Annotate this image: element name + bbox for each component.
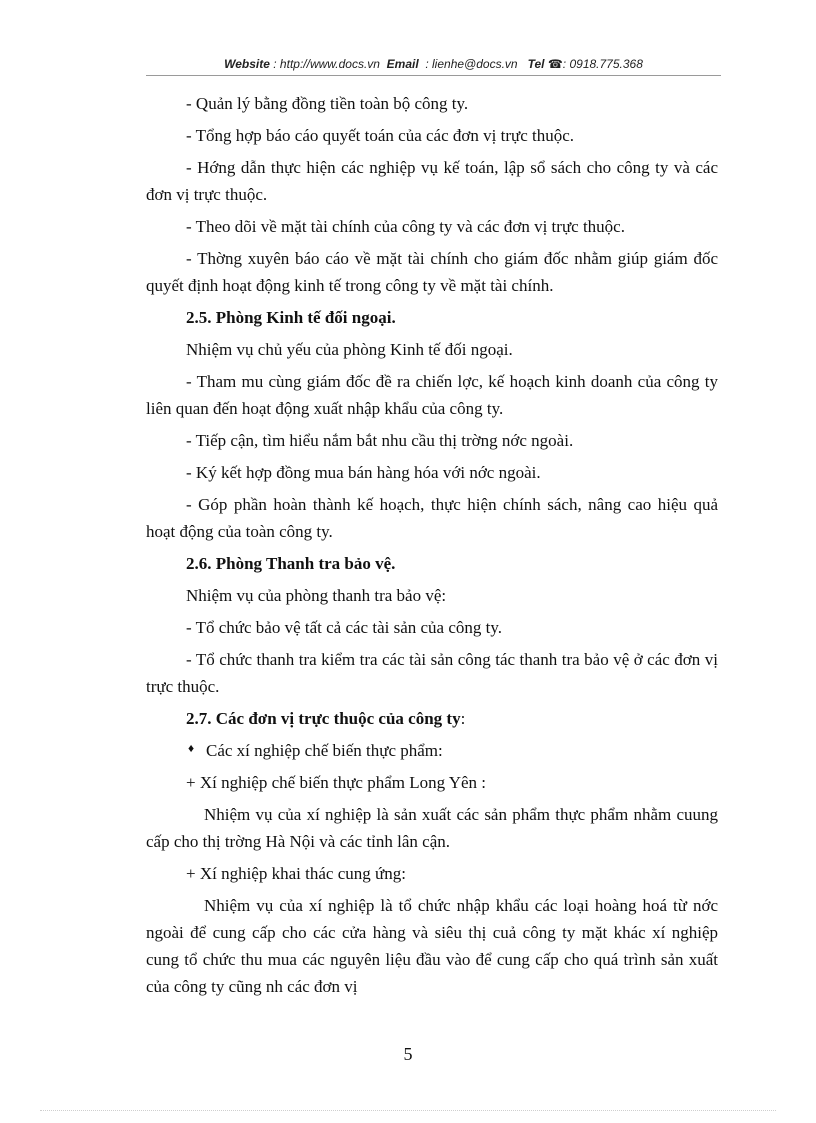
paragraph: Nhiệm vụ của phòng thanh tra bảo vệ: <box>186 586 447 605</box>
footer-divider <box>40 1110 776 1111</box>
paragraph: - Theo dõi về mặt tài chính của công ty và các đơn vị trực thuộc. <box>186 217 625 236</box>
tel-label: Tel <box>527 57 545 71</box>
diamond-bullet-icon: ♦ <box>188 741 195 755</box>
section-heading <box>146 705 718 732</box>
paragraph: Nhiệm vụ của xí nghiệp là sản xuất các sản phẩm thực phẩm nhằm cuung cấp cho thị trờng Hà Nội và các tỉnh lân cận. <box>146 805 718 851</box>
paragraph: - Góp phần hoàn thành kế hoạch, thực hiện chính sách, nâng cao hiệu quả hoạt động của toàn công ty. <box>146 495 718 541</box>
bullet-item <box>146 737 718 764</box>
page-number: 5 <box>403 1044 413 1064</box>
paragraph: + Xí nghiệp khai thác cung ứng: <box>186 864 406 883</box>
paragraph: - Quản lý bằng đồng tiền toàn bộ công ty. <box>186 94 469 113</box>
paragraph: + Xí nghiệp chế biến thực phẩm Long Yên : <box>186 773 487 792</box>
tel-value: : 0918.775.368 <box>562 57 643 71</box>
paragraph: - Tổ chức thanh tra kiểm tra các tài sản công tác thanh tra bảo vệ ở các đơn vị trực thuộc. <box>146 650 718 696</box>
page-header <box>146 54 721 76</box>
header-divider <box>146 75 721 76</box>
paragraph: - Hớng dẫn thực hiện các nghiệp vụ kế toán, lập sổ sách cho công ty và các đơn vị trực thuộc. <box>146 158 718 204</box>
section-heading: 2.6. Phòng Thanh tra bảo vệ. <box>186 554 396 573</box>
paragraph: - Tiếp cận, tìm hiểu nắm bắt nhu cầu thị trờng nớc ngoài. <box>186 431 574 450</box>
website-label: Website <box>224 57 270 71</box>
paragraph: Nhiệm vụ của xí nghiệp là tổ chức nhập khẩu các loại hoàng hoá từ nớc ngoài để cung cấp cho các cửa hàng và siêu thị cuả công ty mặt khác xí nghiệp cung tổ chức thu mua các nguyên liệu đầu vào để cung cấp cho quá trình sản xuất của công ty cũng nh các đơn vị <box>146 896 718 996</box>
section-heading-colon: : <box>460 709 466 728</box>
paragraph: - Tham mu cùng giám đốc đề ra chiến lợc, kế hoạch kinh doanh của công ty liên quan đến hoạt động xuất nhập khẩu của công ty. <box>146 372 718 418</box>
paragraph: - Ký kết hợp đồng mua bán hàng hóa với nớc ngoài. <box>186 463 541 482</box>
bullet-text: Các xí nghiệp chế biến thực phẩm: <box>206 741 443 760</box>
website-value: : http://www.docs.vn <box>273 57 380 71</box>
phone-icon: ☎ <box>547 57 563 71</box>
paragraph: Nhiệm vụ chủ yếu của phòng Kinh tế đối ngoại. <box>186 340 513 359</box>
paragraph: - Tổng hợp báo cáo quyết toán của các đơn vị trực thuộc. <box>186 126 575 145</box>
paragraph: - Thờng xuyên báo cáo về mặt tài chính cho giám đốc nhằm giúp giám đốc quyết định hoạt động kinh tế trong công ty về mặt tài chính. <box>146 249 718 295</box>
section-heading-text: 2.7. Các đơn vị trực thuộc của công ty <box>186 709 461 728</box>
email-label: Email <box>386 57 419 71</box>
email-value: : lienhe@docs.vn <box>425 57 518 71</box>
section-heading: 2.5. Phòng Kinh tế đối ngoại. <box>186 308 396 327</box>
paragraph: - Tổ chức bảo vệ tất cả các tài sản của công ty. <box>186 618 503 637</box>
document-body <box>146 90 718 1000</box>
